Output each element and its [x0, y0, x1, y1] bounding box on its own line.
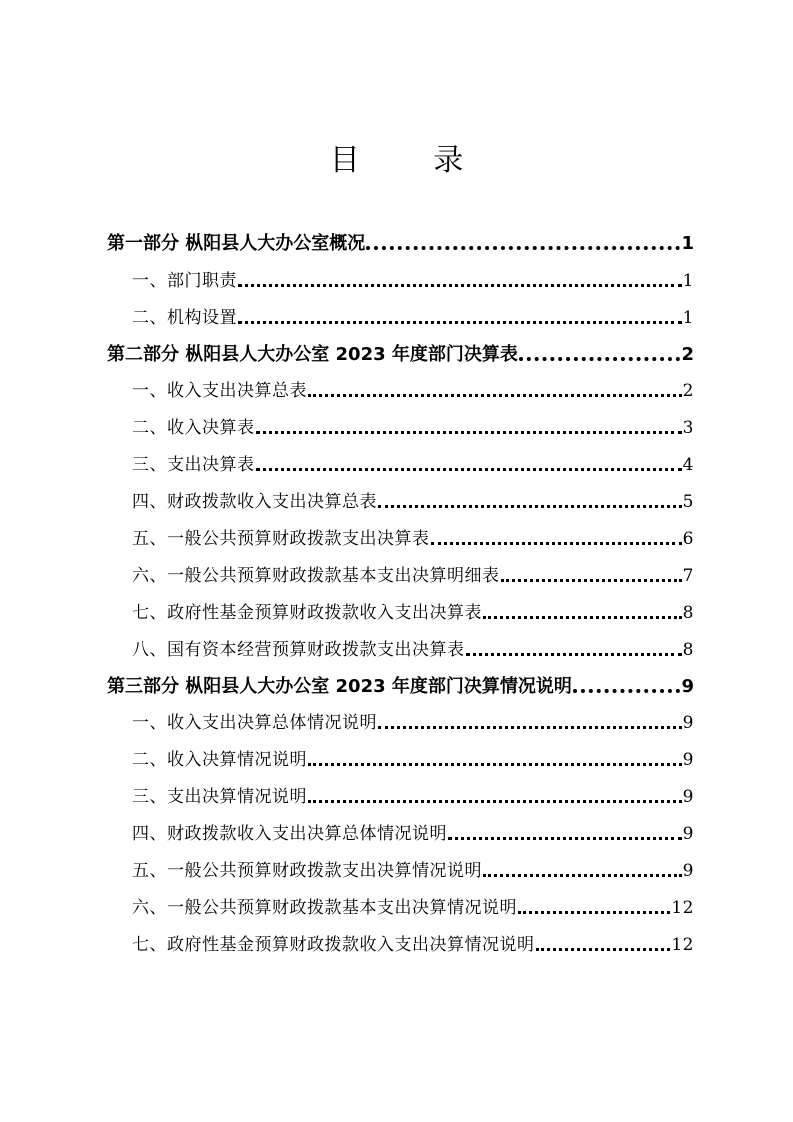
toc-entry-label: 八、国有资本经营预算财政拨款支出决算表: [132, 639, 465, 660]
toc-subsection-entry[interactable]: [107, 372, 694, 409]
toc-page-number: 8: [682, 602, 694, 623]
toc-subsection-entry[interactable]: [107, 704, 694, 741]
toc-dot-leader: [378, 726, 682, 729]
toc-dot-leader: [431, 542, 682, 545]
toc-dot-leader: [519, 357, 681, 361]
toc-page-number: 9: [682, 750, 694, 771]
toc-dot-leader: [308, 763, 682, 766]
toc-page-number: 4: [682, 455, 694, 476]
toc-dot-leader: [483, 616, 682, 619]
toc-dot-leader: [256, 468, 682, 471]
toc-page-number: 9: [682, 824, 694, 845]
toc-page-number: 9: [681, 675, 694, 697]
toc-entry-label: 一、收入支出决算总体情况说明: [132, 713, 377, 734]
toc-page-number: 12: [671, 934, 694, 955]
toc-entry-label: 一、收入支出决算总表: [132, 381, 307, 402]
toc-subsection-entry[interactable]: [107, 814, 694, 851]
toc-entry-label: 二、机构设置: [132, 307, 237, 328]
toc-subsection-entry[interactable]: [107, 593, 694, 630]
toc-page-number: 7: [682, 565, 694, 586]
toc-entry-label: 四、财政拨款收入支出决算总体情况说明: [132, 824, 447, 845]
toc-entry-label: 一、部门职责: [132, 270, 237, 291]
toc-dot-leader: [536, 948, 671, 951]
toc-dot-leader: [378, 505, 682, 508]
toc-dot-leader: [238, 284, 682, 287]
toc-page-number: 2: [681, 343, 694, 365]
toc-entry-label: 三、支出决算表: [132, 455, 255, 476]
toc-page-number: 1: [682, 270, 694, 291]
toc-subsection-entry[interactable]: [107, 888, 694, 925]
toc-subsection-entry[interactable]: [107, 556, 694, 593]
toc-page-number: 6: [682, 529, 694, 550]
toc-subsection-entry[interactable]: [107, 445, 694, 482]
toc-section-entry[interactable]: [107, 224, 694, 261]
toc-subsection-entry[interactable]: [107, 261, 694, 298]
toc-page-number: 3: [682, 418, 694, 439]
toc-subsection-entry[interactable]: [107, 519, 694, 556]
toc-entry-label: 六、一般公共预算财政拨款基本支出决算明细表: [132, 565, 500, 586]
toc-dot-leader: [483, 874, 682, 877]
toc-entry-label: 二、收入决算表: [132, 418, 255, 439]
toc-subsection-entry[interactable]: [107, 851, 694, 888]
toc-section-entry[interactable]: [107, 335, 694, 372]
toc-page-number: 9: [682, 861, 694, 882]
toc-dot-leader: [518, 911, 670, 914]
toc-entry-label: 四、财政拨款收入支出决算总表: [132, 492, 377, 513]
toc-dot-leader: [573, 689, 681, 693]
toc-entry-label: 七、政府性基金预算财政拨款收入支出决算表: [132, 602, 482, 623]
toc-dot-leader: [308, 394, 682, 397]
page-title: 目 录: [329, 143, 496, 178]
toc-page-number: 2: [682, 381, 694, 402]
toc-subsection-entry[interactable]: [107, 482, 694, 519]
toc-subsection-entry[interactable]: [107, 777, 694, 814]
toc-entry-label: 第二部分 枞阳县人大办公室 2023 年度部门决算表: [107, 343, 518, 365]
toc-subsection-entry[interactable]: [107, 408, 694, 445]
toc-entry-label: 三、支出决算情况说明: [132, 787, 307, 808]
toc-entry-label: 五、一般公共预算财政拨款支出决算表: [132, 529, 430, 550]
toc-dot-leader: [238, 321, 682, 324]
toc-page-number: 1: [681, 232, 694, 254]
table-of-contents: [107, 224, 694, 962]
toc-dot-leader: [448, 837, 682, 840]
toc-entry-label: 六、一般公共预算财政拨款基本支出决算情况说明: [132, 897, 517, 918]
toc-page-number: 9: [682, 713, 694, 734]
toc-dot-leader: [308, 800, 682, 803]
toc-dot-leader: [256, 431, 682, 434]
toc-page-number: 5: [682, 492, 694, 513]
toc-page-number: 12: [671, 897, 694, 918]
toc-subsection-entry[interactable]: [107, 298, 694, 335]
toc-entry-label: 五、一般公共预算财政拨款支出决算情况说明: [132, 861, 482, 882]
toc-subsection-entry[interactable]: [107, 740, 694, 777]
toc-page-number: 1: [682, 307, 694, 328]
toc-page-number: 9: [682, 787, 694, 808]
toc-dot-leader: [366, 246, 680, 250]
toc-entry-label: 二、收入决算情况说明: [132, 750, 307, 771]
toc-entry-label: 七、政府性基金预算财政拨款收入支出决算情况说明: [132, 934, 535, 955]
toc-subsection-entry[interactable]: [107, 630, 694, 667]
toc-subsection-entry[interactable]: [107, 925, 694, 962]
toc-entry-label: 第三部分 枞阳县人大办公室 2023 年度部门决算情况说明: [107, 675, 572, 697]
toc-section-entry[interactable]: [107, 667, 694, 704]
toc-dot-leader: [466, 653, 682, 656]
toc-page-number: 8: [682, 639, 694, 660]
toc-entry-label: 第一部分 枞阳县人大办公室概况: [107, 232, 366, 254]
toc-dot-leader: [501, 579, 682, 582]
